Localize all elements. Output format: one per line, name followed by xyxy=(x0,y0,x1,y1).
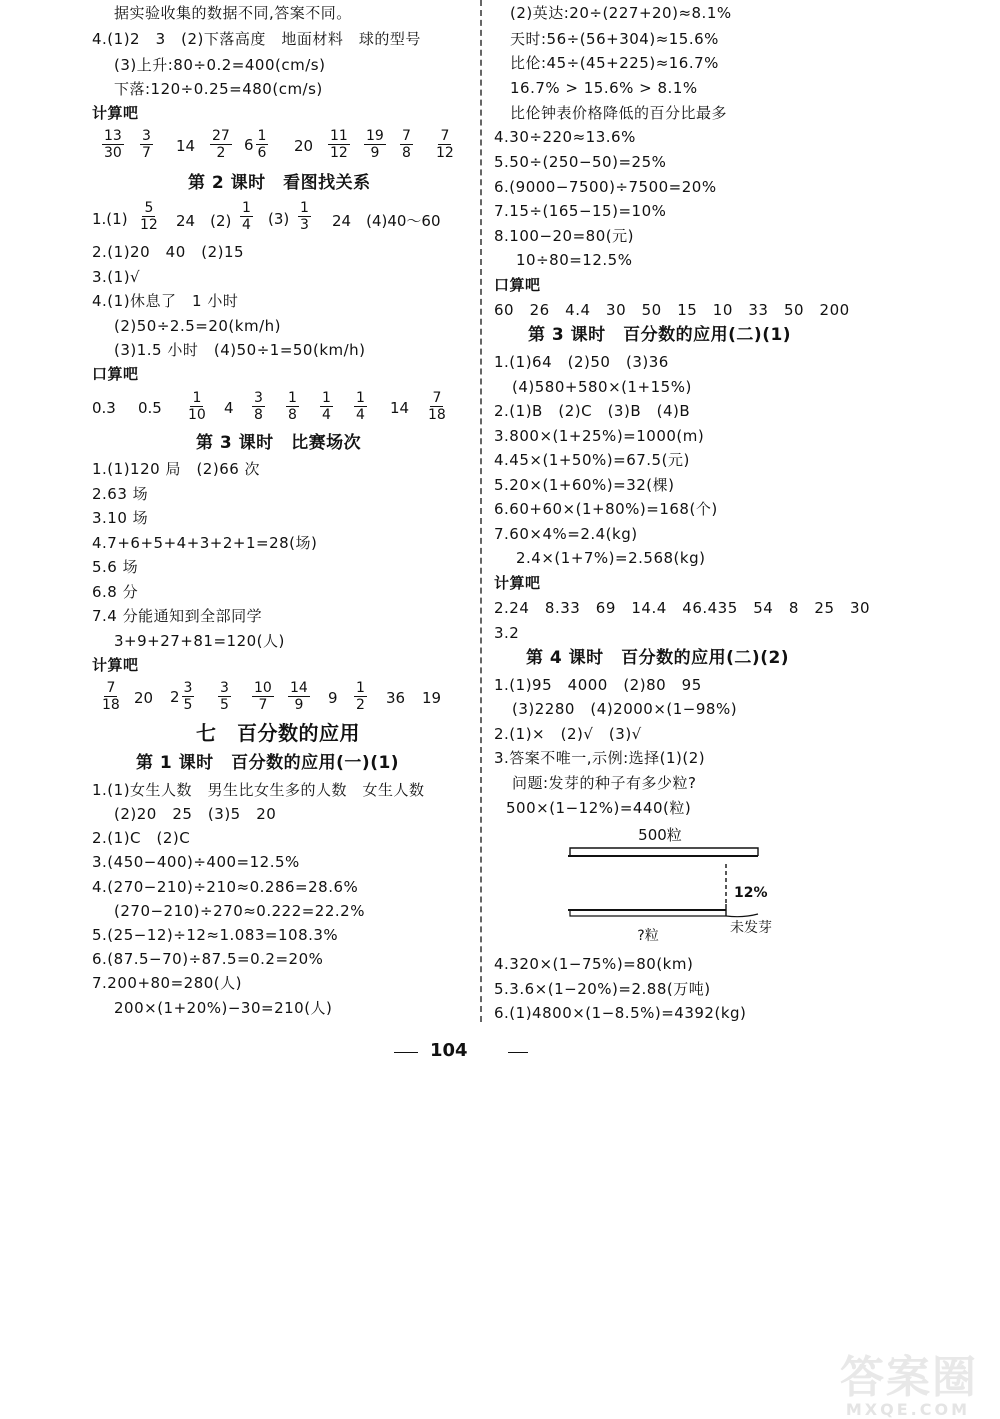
brace-top xyxy=(570,848,758,856)
answer-line: 3.800×(1+25%)=1000(m) xyxy=(494,427,705,445)
answer-line: 1.(1)120 局 (2)66 次 xyxy=(92,460,261,478)
answer-line: (3)1.5 小时 (4)50÷1=50(km/h) xyxy=(114,341,366,359)
answer-line: 7.200+80=280(人) xyxy=(92,974,243,992)
section-label-calc: 计算吧 xyxy=(494,574,541,592)
answer-line: 7.4 分能通知到全部同学 xyxy=(92,607,263,625)
answer-line: 3.(1)√ xyxy=(92,268,141,286)
oral-row xyxy=(92,390,472,428)
fraction: $\frac{7}{8}$ xyxy=(402,128,411,161)
answer-value: 14 xyxy=(390,399,410,417)
section-label-calc: 计算吧 xyxy=(92,104,139,122)
page-number-rule xyxy=(508,1052,528,1053)
answer-line: 比伦:45÷(45+225)≈16.7% xyxy=(510,54,719,72)
answer-line: 6.(9000−7500)÷7500=20% xyxy=(494,178,717,196)
answer-line: 天时:56÷(56+304)≈15.6% xyxy=(510,30,719,48)
answer-line: 3.答案不唯一,示例:选择(1)(2) xyxy=(494,749,706,767)
fraction: $\frac{19}{9}$ xyxy=(366,128,384,161)
page-number-rule xyxy=(394,1052,418,1053)
answer-line: (270−210)÷270≈0.222=22.2% xyxy=(114,902,365,920)
answer-line: 6.(1)4800×(1−8.5%)=4392(kg) xyxy=(494,1004,747,1022)
answer-line: 6.60+60×(1+80%)=168(个) xyxy=(494,500,718,518)
answer-line: (4)580+580×(1+15%) xyxy=(512,378,692,396)
answer-row xyxy=(92,200,472,238)
answer-text: 1.(1) xyxy=(92,210,128,228)
answer-line: 3.(450−400)÷400=12.5% xyxy=(92,853,300,871)
answer-text: 24 (4)40～60 xyxy=(332,212,441,230)
answer-line: (2)50÷2.5=20(km/h) xyxy=(114,317,281,335)
answer-line: 5.3.6×(1−20%)=2.88(万吨) xyxy=(494,980,711,998)
answer-line: 4.7+6+5+4+3+2+1=28(场) xyxy=(92,534,318,552)
fraction: $\frac{3}{8}$ xyxy=(254,390,263,423)
answer-line: 2.24 8.33 69 14.4 46.435 54 8 25 30 xyxy=(494,599,871,617)
fraction: $\frac{1}{3}$ xyxy=(300,200,309,233)
answer-line: 200×(1+20%)−30=210(人) xyxy=(114,999,333,1017)
answer-text: (3) xyxy=(268,210,290,228)
fraction: $\frac{27}{2}$ xyxy=(212,128,230,161)
answer-line: 4.30÷220≈13.6% xyxy=(494,128,636,146)
section-title: 第 1 课时 百分数的应用(一)(1) xyxy=(136,753,400,773)
segment-diagram xyxy=(548,820,808,950)
calc-row xyxy=(92,680,472,718)
fraction: $\frac{14}{9}$ xyxy=(290,680,308,713)
section-label-oral: 口算吧 xyxy=(494,276,541,294)
fraction: $\frac{1}{4}$ xyxy=(242,200,251,233)
answer-text: 24 (2) xyxy=(176,212,232,230)
section-title: 第 3 课时 百分数的应用(二)(1) xyxy=(528,325,792,345)
answer-value: 20 xyxy=(294,137,314,155)
answer-line: 1.(1)95 4000 (2)80 95 xyxy=(494,676,702,694)
answer-line: (2)20 25 (3)5 20 xyxy=(114,805,277,823)
answer-line: 4.45×(1+50%)=67.5(元) xyxy=(494,451,690,469)
calc-row xyxy=(92,128,472,166)
answer-line: 10÷80=12.5% xyxy=(516,251,633,269)
answer-line: 7.15÷(165−15)=10% xyxy=(494,202,667,220)
fraction: $\frac{1}{8}$ xyxy=(288,390,297,423)
diagram-remaining-label: 未发芽 xyxy=(730,920,772,936)
answer-value: 14 xyxy=(176,137,196,155)
answer-line: 5.50÷(250−50)=25% xyxy=(494,153,667,171)
answer-line: 下落:120÷0.25=480(cm/s) xyxy=(114,80,323,98)
fraction: $\frac{7}{12}$ xyxy=(436,128,454,161)
answer-value: 9 xyxy=(328,689,338,707)
answer-value: 36 xyxy=(386,689,406,707)
fraction: $\frac{1}{4}$ xyxy=(322,390,331,423)
answer-line: 1.(1)女生人数 男生比女生多的人数 女生人数 xyxy=(92,781,425,799)
section-label-oral: 口算吧 xyxy=(92,365,139,383)
answer-line: 4.(270−210)÷210≈0.286=28.6% xyxy=(92,878,359,896)
diagram-total-label: 500粒 xyxy=(638,826,682,844)
answer-line: 2.(1)20 40 (2)15 xyxy=(92,243,245,261)
answer-line: 5.20×(1+60%)=32(棵) xyxy=(494,476,675,494)
fraction: $\frac{1}{2}$ xyxy=(356,680,365,713)
brace-side xyxy=(726,914,758,917)
fraction: $\frac{1}{10}$ xyxy=(188,390,206,423)
answer-line: 6.(87.5−70)÷87.5=0.2=20% xyxy=(92,950,324,968)
answer-line: (2)英达:20÷(227+20)≈8.1% xyxy=(510,4,732,22)
answer-line: 3.10 场 xyxy=(92,509,149,527)
answer-line: 60 26 4.4 30 50 15 10 33 50 200 xyxy=(494,301,850,319)
mixed-number: 2 $\frac{3}{5}$ xyxy=(170,680,193,713)
fraction: $\frac{10}{7}$ xyxy=(254,680,272,713)
answer-line: 3.2 xyxy=(494,624,520,642)
answer-line: 6.8 分 xyxy=(92,583,139,601)
fraction: $\frac{13}{30}$ xyxy=(104,128,122,161)
answer-value: 19 xyxy=(422,689,442,707)
answer-line: 3+9+27+81=120(人) xyxy=(114,632,285,650)
answer-line: 2.(1)C (2)C xyxy=(92,829,191,847)
answer-line: 16.7% > 15.6% > 8.1% xyxy=(510,79,698,97)
answer-line: 8.100−20=80(元) xyxy=(494,227,634,245)
answer-line: 2.(1)× (2)√ (3)√ xyxy=(494,725,642,743)
answer-line: 问题:发芽的种子有多少粒? xyxy=(512,774,697,792)
section-title: 第 2 课时 看图找关系 xyxy=(188,173,371,193)
answer-line: 2.63 场 xyxy=(92,485,149,503)
answer-line: 2.(1)B (2)C (3)B (4)B xyxy=(494,402,691,420)
fraction: $\frac{3}{7}$ xyxy=(142,128,151,161)
fraction: $\frac{7}{18}$ xyxy=(102,680,120,713)
answer-line: 4.320×(1−75%)=80(km) xyxy=(494,955,694,973)
watermark-url: MXQE.COM xyxy=(845,1400,970,1419)
answer-line: 5.(25−12)÷12≈1.083=108.3% xyxy=(92,926,339,944)
answer-line: 2.4×(1+7%)=2.568(kg) xyxy=(516,549,706,567)
fraction: $\frac{3}{5}$ xyxy=(220,680,229,713)
answer-value: 4 xyxy=(224,399,234,417)
fraction: $\frac{11}{12}$ xyxy=(330,128,348,161)
answer-line: 4.(1)2 3 (2)下落高度 地面材料 球的型号 xyxy=(92,30,421,48)
answer-line: 1.(1)64 (2)50 (3)36 xyxy=(494,353,669,371)
answer-line: 据实验收集的数据不同,答案不同。 xyxy=(114,4,352,22)
answer-line: 比伦钟表价格降低的百分比最多 xyxy=(510,104,728,122)
unit-title: 七 百分数的应用 xyxy=(196,721,360,745)
section-label-calc: 计算吧 xyxy=(92,656,139,674)
watermark-logo: 答案圈 xyxy=(840,1352,978,1403)
fraction: $\frac{5}{12}$ xyxy=(140,200,158,233)
answer-line: 500×(1−12%)=440(粒) xyxy=(506,799,692,817)
answer-value: 0.3 xyxy=(92,399,116,417)
mixed-number: 6 $\frac{1}{6}$ xyxy=(244,128,267,161)
fraction: $\frac{7}{18}$ xyxy=(428,390,446,423)
answer-value: 0.5 xyxy=(138,399,162,417)
answer-line: 4.(1)休息了 1 小时 xyxy=(92,292,239,310)
diagram-unknown-label: ?粒 xyxy=(637,928,659,944)
section-title: 第 3 课时 比赛场次 xyxy=(196,433,362,453)
page-number: 104 xyxy=(430,1040,468,1061)
answer-line: 5.6 场 xyxy=(92,558,139,576)
answer-value: 20 xyxy=(134,689,154,707)
section-title: 第 4 课时 百分数的应用(二)(2) xyxy=(526,648,790,668)
answer-line: (3)上升:80÷0.2=400(cm/s) xyxy=(114,56,326,74)
diagram-percent-label: 12% xyxy=(734,885,768,901)
fraction: $\frac{1}{4}$ xyxy=(356,390,365,423)
column-divider xyxy=(480,0,482,1022)
answer-line: (3)2280 (4)2000×(1−98%) xyxy=(512,700,738,718)
answer-line: 7.60×4%=2.4(kg) xyxy=(494,525,638,543)
